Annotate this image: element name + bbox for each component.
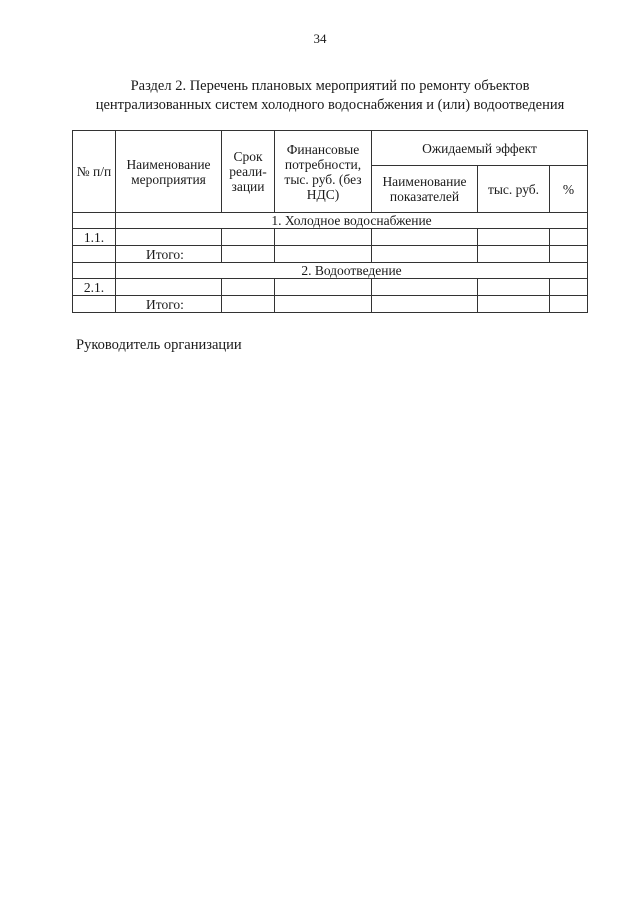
section-title-water-supply: 1. Холодное водоснабжение	[116, 213, 588, 229]
page-number: 34	[313, 31, 327, 46]
table-cell	[478, 246, 550, 263]
table-cell	[275, 246, 372, 263]
section-title-line-2: централизованных систем холодного водоснабжения и (или) водоотведения	[95, 97, 565, 113]
header-effect-name: Наименование показателей	[372, 166, 478, 213]
table-cell	[275, 296, 372, 313]
table-cell	[478, 279, 550, 296]
table-cell	[550, 279, 588, 296]
table-cell	[550, 229, 588, 246]
section-title-line-1: Раздел 2. Перечень плановых мероприятий по ремонту объектов	[130, 78, 530, 94]
table-cell	[222, 229, 275, 246]
section-row-water-supply	[73, 213, 588, 229]
header-number: № п/п	[73, 131, 116, 213]
table-row	[73, 229, 588, 246]
table-cell	[116, 279, 222, 296]
table-cell	[372, 279, 478, 296]
table-row	[73, 279, 588, 296]
table-cell	[372, 246, 478, 263]
header-term: Срок реали-зации	[222, 131, 275, 213]
table-cell	[550, 246, 588, 263]
header-effect-rub: тыс. руб.	[478, 166, 550, 213]
section-cell-blank	[73, 263, 116, 279]
table-cell	[222, 296, 275, 313]
signature-label: Руководитель организации	[76, 337, 242, 353]
total-row	[73, 246, 588, 263]
table-header-row	[73, 131, 588, 166]
plan-table	[72, 130, 588, 313]
table-cell	[478, 296, 550, 313]
total-row	[73, 296, 588, 313]
total-label: Итого:	[116, 246, 222, 263]
table-cell	[372, 296, 478, 313]
total-label: Итого:	[116, 296, 222, 313]
table-cell	[73, 246, 116, 263]
section-row-wastewater	[73, 263, 588, 279]
section-title-wastewater: 2. Водоотведение	[116, 263, 588, 279]
header-effect: Ожидаемый эффект	[372, 131, 588, 166]
table-cell	[222, 246, 275, 263]
header-finance: Финансовые потребности, тыс. руб. (без НДС)	[275, 131, 372, 213]
header-name: Наименование мероприятия	[116, 131, 222, 213]
table-cell	[222, 279, 275, 296]
row-number: 1.1.	[73, 229, 116, 246]
section-cell-blank	[73, 213, 116, 229]
table-cell	[478, 229, 550, 246]
section-title	[60, 77, 600, 115]
table-cell	[116, 229, 222, 246]
table-cell	[73, 296, 116, 313]
row-number: 2.1.	[73, 279, 116, 296]
header-effect-percent: %	[550, 166, 588, 213]
table-cell	[372, 229, 478, 246]
table-cell	[275, 279, 372, 296]
table-cell	[275, 229, 372, 246]
table-cell	[550, 296, 588, 313]
